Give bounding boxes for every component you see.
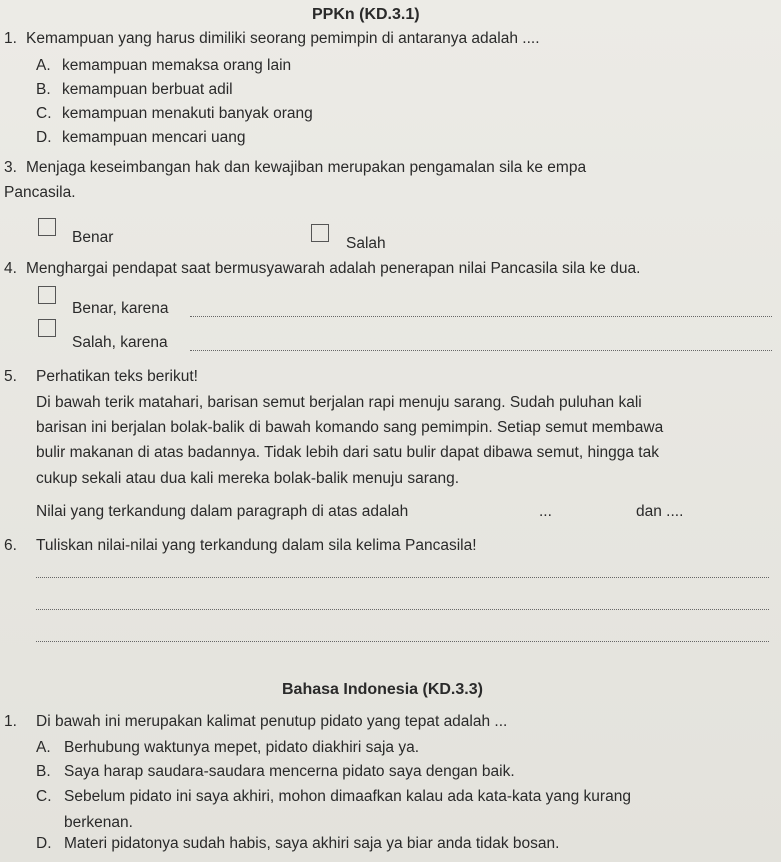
answer-line[interactable] (36, 577, 769, 578)
question-number: 1. (4, 713, 17, 730)
option-text: Saya harap saudara-saudara mencerna pidato saya dengan baik. (64, 763, 515, 780)
paragraph-line: cukup sekali atau dua kali mereka bolak-balik menuju sarang. (36, 470, 460, 487)
question-text: Perhatikan teks berikut! (36, 368, 198, 385)
option-text: kemampuan memaksa orang lain (62, 57, 292, 74)
question-text: Pancasila. (4, 184, 76, 201)
paragraph-line: barisan ini berjalan bolak-balik di bawah komando sang pemimpin. Setiap semut membawa (36, 419, 664, 436)
section-title-ppkn: PPKn (KD.3.1) (312, 6, 420, 23)
question-text: Di bawah ini merupakan kalimat penutup pidato yang tepat adalah ... (36, 713, 508, 730)
option-letter: B. (36, 81, 51, 98)
checkbox-benar[interactable] (38, 218, 56, 236)
answer-line[interactable] (36, 641, 769, 642)
question-text: Tuliskan nilai-nilai yang terkandung dalam sila kelima Pancasila! (36, 537, 477, 554)
option-letter: B. (36, 763, 51, 780)
option-letter: D. (36, 129, 52, 146)
option-text: Sebelum pidato ini saya akhiri, mohon dimaafkan kalau ada kata-kata yang kurang (64, 788, 631, 805)
option-text: Berhubung waktunya mepet, pidato diakhiri saja ya. (64, 739, 419, 756)
checkbox-salah[interactable] (38, 319, 56, 337)
option-text: kemampuan menakuti banyak orang (62, 105, 313, 122)
option-text: berkenan. (64, 814, 133, 831)
question-number: 3. (4, 159, 17, 176)
section-title-bahasa-indonesia: Bahasa Indonesia (KD.3.3) (282, 681, 483, 698)
answer-blank[interactable]: ... (539, 503, 552, 520)
paragraph-line: Di bawah terik matahari, barisan semut berjalan rapi menuju sarang. Sudah puluhan kali (36, 394, 642, 411)
option-text: kemampuan berbuat adil (62, 81, 233, 98)
checkbox-benar[interactable] (38, 286, 56, 304)
question-text: Kemampuan yang harus dimiliki seorang pemimpin di antaranya adalah .... (26, 30, 540, 47)
option-letter: A. (36, 57, 51, 74)
option-letter: A. (36, 739, 51, 756)
answer-line[interactable] (36, 609, 769, 610)
paragraph-line: bulir makanan di atas badannya. Tidak lebih dari satu bulir dapat dibawa semut, hingga tak (36, 444, 659, 461)
question-number: 4. (4, 260, 17, 277)
option-letter: D. (36, 835, 52, 852)
answer-blank[interactable]: dan .... (636, 503, 684, 520)
question-number: 6. (4, 537, 17, 554)
question-number: 5. (4, 368, 17, 385)
checkbox-salah[interactable] (311, 224, 329, 242)
question-text: Menjaga keseimbangan hak dan kewajiban merupakan pengamalan sila ke empa (26, 159, 587, 176)
question-text: Nilai yang terkandung dalam paragraph di atas adalah (36, 503, 409, 520)
option-letter: C. (36, 788, 52, 805)
question-text: Menghargai pendapat saat bermusyawarah adalah penerapan nilai Pancasila sila ke dua. (26, 260, 641, 277)
answer-line[interactable] (190, 316, 772, 317)
checkbox-label: Benar, karena (72, 300, 169, 317)
option-letter: C. (36, 105, 52, 122)
question-number: 1. (4, 30, 17, 47)
option-text: Materi pidatonya sudah habis, saya akhiri saja ya biar anda tidak bosan. (64, 835, 560, 852)
option-text: kemampuan mencari uang (62, 129, 246, 146)
answer-line[interactable] (190, 350, 772, 351)
checkbox-label: Benar (72, 229, 114, 246)
checkbox-label: Salah, karena (72, 334, 168, 351)
checkbox-label: Salah (346, 235, 386, 252)
